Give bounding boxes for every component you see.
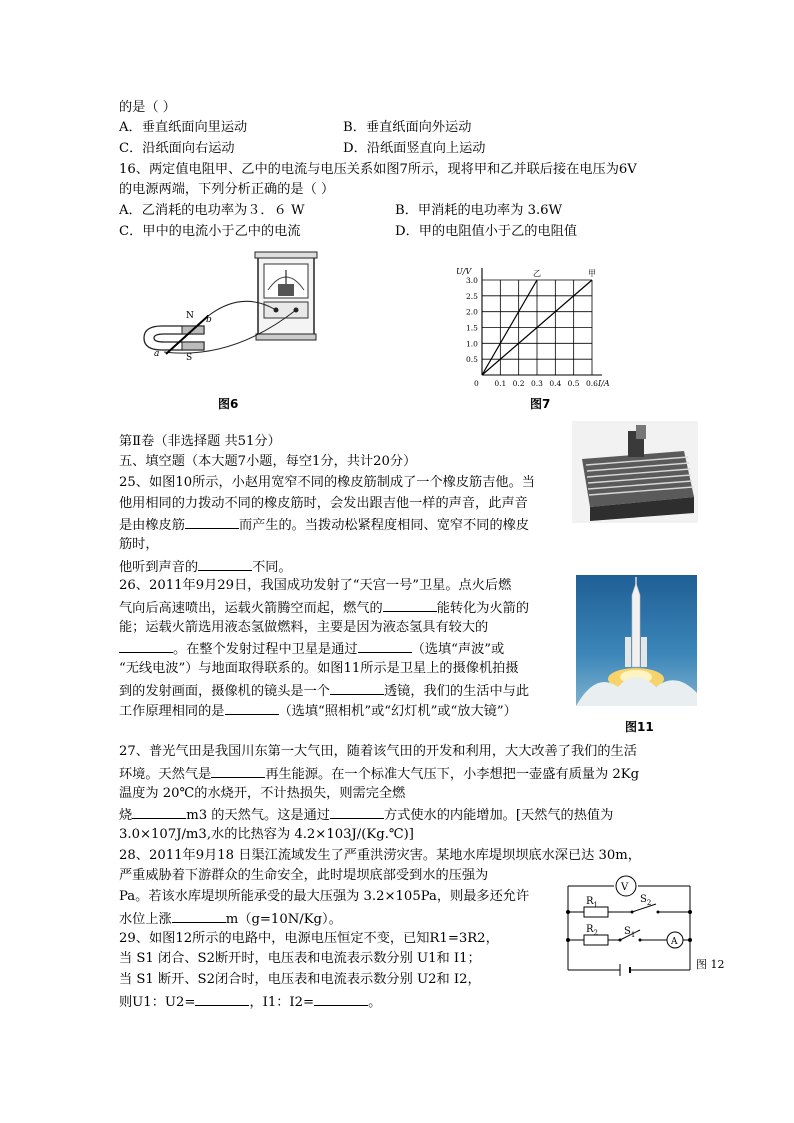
- figure-11-rocket-photo: [576, 575, 697, 706]
- q25-line4: 筋时，: [119, 537, 159, 552]
- wire-a-label: a: [154, 349, 160, 359]
- figure-12-caption: 图 12: [696, 958, 725, 971]
- q29-line4: 则U1：U2= ，I1：I2= 。: [119, 991, 381, 1013]
- q28-line3: Pa。若该水库堤坝所能承受的最大压强为 3.2×105Pa，则最多还允许: [119, 889, 530, 904]
- x-axis-label: I/A: [598, 379, 610, 388]
- q15-stem-end: 的是（ ）: [119, 100, 176, 115]
- q16-stem-line1: 16、两定值电阻甲、乙中的电流与电压关系如图7所示，现将甲和乙并联后接在电压为6V: [119, 162, 637, 177]
- q29-line1: 29、如图12所示的电路中，电源电压恒定不变，已知R1=3R2，: [119, 931, 499, 946]
- ammeter-label: A: [671, 937, 678, 947]
- y-tick-label: 1.5: [466, 323, 478, 333]
- answer-blank[interactable]: [172, 908, 226, 923]
- answer-blank[interactable]: [358, 638, 412, 653]
- y-tick-label: 0.5: [466, 355, 478, 365]
- answer-blank[interactable]: [225, 700, 279, 715]
- series-label: 乙: [533, 269, 541, 278]
- q27-line1: 27、普光气田是我国川东第一大气田，随着该气田的开发和利用，大大改善了我们的生活: [119, 744, 637, 759]
- q25-line5: 他听到声音的 不同。: [119, 556, 292, 578]
- q29-line2: 当 S1 闭合、S2断开时，电压表和电流表示数分别 U1和 I1；: [119, 951, 481, 966]
- section-5-heading: 五、填空题（本大题7小题，每空1分，共计20分）: [119, 454, 417, 469]
- q16-option-a: A．乙消耗的电功率为３．６ W: [119, 203, 305, 218]
- figure-10-guitar-photo: [572, 421, 698, 523]
- q27-line5: 3.0×107J/m3,水的比热容为 4.2×103J/(Kg.℃)]: [119, 827, 414, 842]
- q26-line5: “无线电波”）与地面取得联系的。如图11所示是卫星上的摄像机拍摄: [119, 661, 519, 676]
- q26-line6: 到的发射画面，摄像机的镜头是一个 透镜，我们的生活中与此: [119, 680, 529, 702]
- answer-blank[interactable]: [198, 556, 252, 571]
- voltmeter-label: V: [621, 882, 629, 893]
- answer-blank[interactable]: [195, 991, 249, 1006]
- y-tick-label: 2.0: [466, 307, 478, 317]
- q16-stem-line2: 的电源两端，下列分析正确的是（ ）: [119, 182, 335, 197]
- q15-option-b: B．垂直纸面向外运动: [343, 120, 472, 135]
- magnet-s-label: S: [186, 353, 193, 363]
- answer-blank[interactable]: [185, 514, 239, 529]
- x-tick-label: 0.1: [494, 379, 507, 388]
- figure-7-chart: [452, 250, 612, 390]
- q27-line4: 烧 m3 的天然气。这是通过 方式使水的内能增加。[天然气的热值为: [119, 804, 613, 826]
- figure-6-caption: 图6: [218, 397, 239, 411]
- q15-option-a: A．垂直纸面向里运动: [119, 120, 248, 135]
- y-tick-label: 3.0: [466, 276, 478, 285]
- x-tick-label: 0.2: [512, 379, 525, 388]
- q29-line3: 当 S1 断开、S2闭合时，电压表和电流表示数分别 U2和 I2，: [119, 972, 481, 987]
- answer-blank[interactable]: [119, 638, 173, 653]
- q27-line2: 环境。天然气是 再生能源。在一个标准大气压下，小李想把一壶盛有质量为 2Kg: [119, 763, 639, 785]
- wire-b-label: b: [206, 315, 212, 325]
- s1-label: $S_1$: [624, 926, 636, 939]
- r1-label: $R_1$: [586, 896, 598, 909]
- magnet-n-label: N: [186, 311, 194, 321]
- q28-line2: 严重威胁着下游群众的生命安全，此时堤坝底部受到水的压强为: [119, 868, 489, 883]
- answer-blank[interactable]: [383, 597, 437, 612]
- y-axis-label: U/V: [456, 267, 472, 276]
- q28-line1: 28、2011年9月18 日渠江流域发生了严重洪涝灾害。某地水库堤坝坝底水深已达 30m，: [119, 848, 641, 863]
- q16-option-d: D．甲的电阻值小于乙的电阻值: [395, 224, 578, 239]
- q28-line4: 水位上涨 m（g=10N/Kg）。: [119, 908, 342, 930]
- x-tick-label: 0.4: [549, 379, 562, 388]
- answer-blank[interactable]: [132, 804, 186, 819]
- answer-blank[interactable]: [314, 991, 368, 1006]
- q15-option-c: C．沿纸面向右运动: [119, 141, 235, 156]
- answer-blank[interactable]: [330, 680, 384, 695]
- r2-label: $R_2$: [586, 924, 598, 937]
- section-2-title: 第Ⅱ卷（非选择题 共51分）: [119, 434, 281, 449]
- x-tick-label: 0.3: [531, 379, 543, 388]
- q16-option-c: C．甲中的电流小于乙中的电流: [119, 224, 301, 239]
- s2-label: $S_2$: [640, 894, 652, 907]
- answer-blank[interactable]: [330, 804, 384, 819]
- figure-7-caption: 图7: [530, 397, 551, 411]
- q15-option-d: D．沿纸面竖直向上运动: [343, 141, 486, 156]
- q25-line2: 他用相同的力拨动不同的橡皮筋时，会发出跟吉他一样的声音，此声音: [119, 496, 528, 511]
- q26-line7: 工作原理相同的是 （选填“照相机”或“幻灯机”或“放大镜”）: [119, 700, 517, 722]
- figure-6-drawing: [142, 250, 328, 390]
- q16-option-b: B．甲消耗的电功率为 3.6W: [395, 203, 563, 218]
- figure-11-caption: 图11: [625, 720, 654, 734]
- x-tick-label: 0: [474, 379, 479, 388]
- y-tick-label: 2.5: [466, 291, 478, 301]
- x-tick-label: 0.6: [586, 379, 598, 388]
- figure-12-circuit: [560, 872, 736, 982]
- q26-line2: 气向后高速喷出，运载火箭腾空而起，燃气的 能转化为火箭的: [119, 597, 529, 619]
- q27-line3: 温度为 20℃的水烧开，不计热损失，则需完全燃: [119, 786, 406, 801]
- answer-blank[interactable]: [211, 763, 265, 778]
- q26-line4: 。在整个发射过程中卫星是通过 （选填“声波”或: [119, 638, 504, 660]
- x-tick-label: 0.5: [567, 379, 580, 388]
- q25-line3: 是由橡皮筋 而产生的。当拨动松紧程度相同、宽窄不同的橡皮: [119, 514, 529, 536]
- q26-line1: 26、2011年9月29日，我国成功发射了“天宫一号”卫星。点火后燃: [119, 578, 512, 593]
- series-label: 甲: [588, 269, 596, 278]
- q26-line3: 能；运载火箭选用液态氢做燃料，主要是因为液态氢具有较大的: [119, 620, 489, 635]
- q25-line1: 25、如图10所示，小赵用宽窄不同的橡皮筋制成了一个橡皮筋吉他。当: [119, 475, 535, 490]
- y-tick-label: 1.0: [466, 339, 478, 349]
